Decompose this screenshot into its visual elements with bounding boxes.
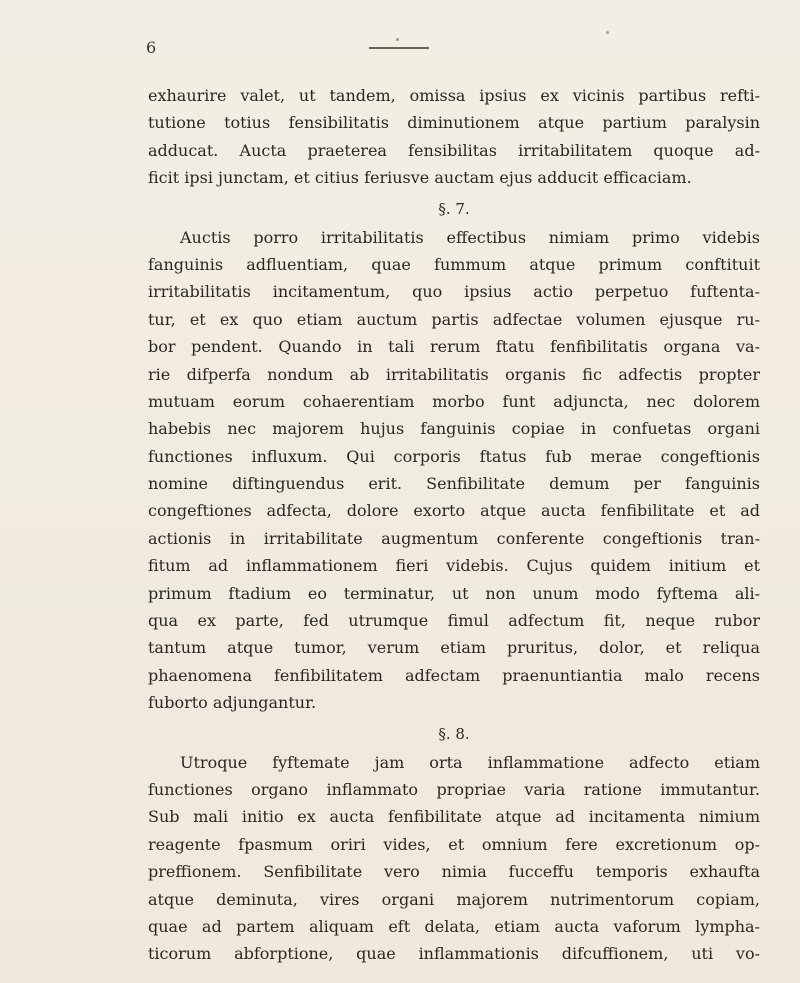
text-line: functiones organo inflammato propriae varia ratione immutantur. bbox=[148, 779, 760, 799]
text-line: ticorum abforptione, quae inflammationis difcuffionem, uti vo- bbox=[148, 944, 760, 964]
text-line: functiones influxum. Qui corporis ftatus fub merae congeftionis bbox=[148, 446, 760, 466]
text-line: reagente fpasmum oriri vides, et omnium fere excretionum op- bbox=[148, 834, 760, 854]
ink-speck bbox=[606, 31, 609, 34]
text-line: actionis in irritabilitate augmentum conferente congeftionis tran- bbox=[148, 528, 760, 548]
section-7-body bbox=[148, 224, 760, 717]
text-line: preffionem. Senfibilitate vero nimia fucceffu temporis exhaufta bbox=[148, 862, 760, 882]
text-line: irritabilitatis incitamentum, quo ipsius actio perpetuo fuftenta- bbox=[148, 282, 760, 302]
text-line: phaenomena fenfibilitatem adfectam praenuntiantia malo recens bbox=[148, 665, 760, 685]
text-line: congeftiones adfecta, dolore exorto atque aucta fenfibilitate et ad bbox=[148, 501, 760, 521]
text-line: qua ex parte, fed utrumque fimul adfectum fit, neque rubor bbox=[148, 611, 760, 631]
text-line: fitum ad inflammationem fieri videbis. Cujus quidem initium et bbox=[148, 556, 760, 576]
text-line: primum ftadium eo terminatur, ut non unum modo fyftema ali- bbox=[148, 583, 760, 603]
section-heading-8: §. 8. bbox=[438, 724, 470, 743]
text-line: habebis nec majorem hujus fanguinis copiae in confuetas organi bbox=[148, 419, 760, 439]
text-line: nomine diftinguendus erit. Senfibilitate demum per fanguinis bbox=[148, 474, 760, 494]
section-8-body bbox=[148, 749, 760, 968]
text-line: Sub mali initio ex aucta fenfibilitate atque ad incitamenta nimium bbox=[148, 807, 760, 827]
text-line: fanguinis adfluentiam, quae fummum atque primum conftituit bbox=[148, 254, 760, 274]
text-line: tantum atque tumor, verum etiam pruritus, dolor, et reliqua bbox=[148, 638, 760, 658]
header-rule bbox=[369, 47, 429, 49]
section-heading-7: §. 7. bbox=[438, 199, 470, 218]
text-line: exhaurire valet, ut tandem, omissa ipsius ex vicinis partibus refti- bbox=[148, 86, 760, 105]
text-line: rie difperfa nondum ab irritabilitatis organis fic adfectis propter bbox=[148, 364, 760, 384]
text-line: fuborto adjungantur. bbox=[148, 693, 317, 713]
text-line: atque deminuta, vires organi majorem nutrimentorum copiam, bbox=[148, 889, 760, 909]
body-text bbox=[148, 82, 760, 968]
page-number: 6 bbox=[146, 38, 157, 57]
text-line: ficit ipsi junctam, et citius feriusve auctam ejus adducit efficaciam. bbox=[148, 168, 692, 188]
ink-speck bbox=[396, 38, 399, 41]
text-line: quae ad partem aliquam eft delata, etiam aucta vaforum lympha- bbox=[148, 916, 760, 936]
text-line: bor pendent. Quando in tali rerum ftatu fenfibilitatis organa va- bbox=[148, 337, 760, 357]
text-line: adducat. Aucta praeterea fensibilitas irritabilitatem quoque ad- bbox=[148, 140, 760, 160]
text-line: tutione totius fensibilitatis diminutionem atque partium paralysin bbox=[148, 113, 760, 133]
text-line: tur, et ex quo etiam auctum partis adfectae volumen ejusque ru- bbox=[148, 309, 760, 329]
text-line: mutuam eorum cohaerentiam morbo funt adjuncta, nec dolorem bbox=[148, 391, 760, 411]
text-line: Utroque fyftemate jam orta inflammatione adfecto etiam bbox=[180, 752, 760, 772]
paragraph-opening bbox=[148, 82, 760, 192]
text-line: Auctis porro irritabilitatis effectibus nimiam primo videbis bbox=[180, 227, 760, 247]
